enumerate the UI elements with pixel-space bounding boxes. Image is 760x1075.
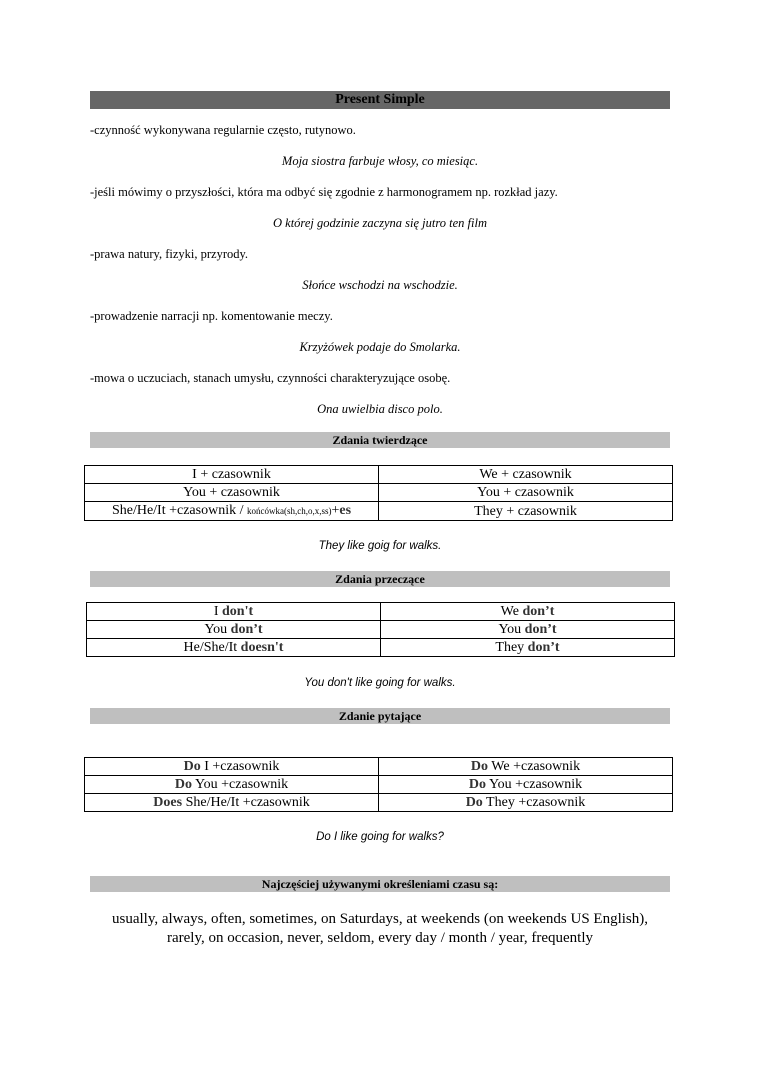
- auxiliary: don't: [222, 604, 254, 619]
- auxiliary: Do: [174, 777, 192, 792]
- auxiliary: don’t: [524, 622, 557, 637]
- time-expressions-line-1: usually, always, often, sometimes, on Saturdays, at weekends (on weekends US English),: [111, 911, 648, 927]
- question-table: [84, 757, 673, 812]
- table-cell: [85, 758, 379, 776]
- table-cell: We + czasownik: [379, 466, 673, 484]
- usage-example: O której godzinie zaczyna się jutro ten film: [273, 216, 487, 230]
- usage-rule: -czynność wykonywana regularnie często, rutynowo.: [90, 123, 356, 137]
- plus-sign: +: [331, 503, 340, 518]
- auxiliary: don’t: [230, 622, 263, 637]
- table-cell: [85, 502, 379, 521]
- table-cell: [381, 639, 675, 657]
- auxiliary: Do: [183, 759, 201, 774]
- table-cell: [85, 776, 379, 794]
- table-row: [85, 794, 673, 812]
- negative-example: You don't like going for walks.: [304, 677, 456, 689]
- ending-note: końcówka(sh,ch,o,x,ss): [246, 506, 332, 516]
- table-row: [85, 484, 673, 502]
- table-cell: I + czasownik: [85, 466, 379, 484]
- usage-rule: -prowadzenie narracji np. komentowanie meczy.: [90, 309, 333, 323]
- auxiliary: doesn't: [240, 640, 284, 655]
- auxiliary: Does: [153, 795, 183, 810]
- table-cell: They + czasownik: [379, 502, 673, 521]
- table-row: [85, 776, 673, 794]
- subject: I: [213, 604, 223, 619]
- section-heading-affirmative: Zdania twierdzące: [90, 432, 670, 448]
- table-row: [85, 758, 673, 776]
- usage-example: Ona uwielbia disco polo.: [317, 402, 443, 416]
- subject: He/She/It: [183, 640, 241, 655]
- table-cell: [87, 621, 381, 639]
- cell-text: You +czasownik: [191, 777, 289, 792]
- table-cell: You + czasownik: [85, 484, 379, 502]
- negative-table: [86, 602, 675, 657]
- affirmative-example: They like goig for walks.: [318, 540, 442, 552]
- cell-text: We +czasownik: [488, 759, 581, 774]
- cell-text: She/He/It +czasownik: [182, 795, 310, 810]
- subject: You: [498, 622, 525, 637]
- table-cell: [379, 776, 673, 794]
- table-cell: [379, 758, 673, 776]
- auxiliary: Do: [465, 795, 483, 810]
- question-example: Do I like going for walks?: [316, 831, 444, 843]
- table-cell: [85, 794, 379, 812]
- usage-rule: -mowa o uczuciach, stanach umysłu, czynności charakteryzujące osobę.: [90, 371, 451, 385]
- table-cell: [87, 639, 381, 657]
- table-cell: [381, 603, 675, 621]
- auxiliary: Do: [468, 777, 486, 792]
- table-cell: [87, 603, 381, 621]
- cell-text: I +czasownik: [200, 759, 280, 774]
- table-cell: You + czasownik: [379, 484, 673, 502]
- usage-example: Słońce wschodzi na wschodzie.: [302, 278, 458, 292]
- section-heading-negative: Zdania przeczące: [90, 571, 670, 587]
- table-row: [87, 639, 675, 657]
- table-cell: [379, 794, 673, 812]
- cell-text: They +czasownik: [482, 795, 586, 810]
- auxiliary: don’t: [522, 604, 555, 619]
- usage-example: Moja siostra farbuje włosy, co miesiąc.: [281, 154, 479, 168]
- affirmative-table: [84, 465, 673, 521]
- table-row: [87, 621, 675, 639]
- page-title: Present Simple: [90, 91, 670, 109]
- cell-text: She/He/It +czasownik /: [111, 503, 247, 518]
- cell-text: You +czasownik: [485, 777, 583, 792]
- section-heading-time-expressions: Najczęściej używanymi określeniami czasu są:: [90, 876, 670, 892]
- table-row: [85, 502, 673, 521]
- usage-example: Krzyżówek podaje do Smolarka.: [299, 340, 461, 354]
- subject: We: [500, 604, 523, 619]
- auxiliary: don’t: [527, 640, 560, 655]
- auxiliary: Do: [470, 759, 489, 774]
- time-expressions-line-2: rarely, on occasion, never, seldom, every day / month / year, frequently: [166, 930, 593, 946]
- usage-rule: -jeśli mówimy o przyszłości, która ma odbyć się zgodnie z harmonogramem np. rozkład jazy.: [90, 185, 558, 199]
- ending-es: es: [339, 503, 352, 518]
- table-row: [87, 603, 675, 621]
- section-heading-question: Zdanie pytające: [90, 708, 670, 724]
- subject: They: [495, 640, 528, 655]
- table-row: [85, 466, 673, 484]
- table-cell: [381, 621, 675, 639]
- subject: You: [204, 622, 231, 637]
- usage-rule: -prawa natury, fizyki, przyrody.: [90, 247, 249, 261]
